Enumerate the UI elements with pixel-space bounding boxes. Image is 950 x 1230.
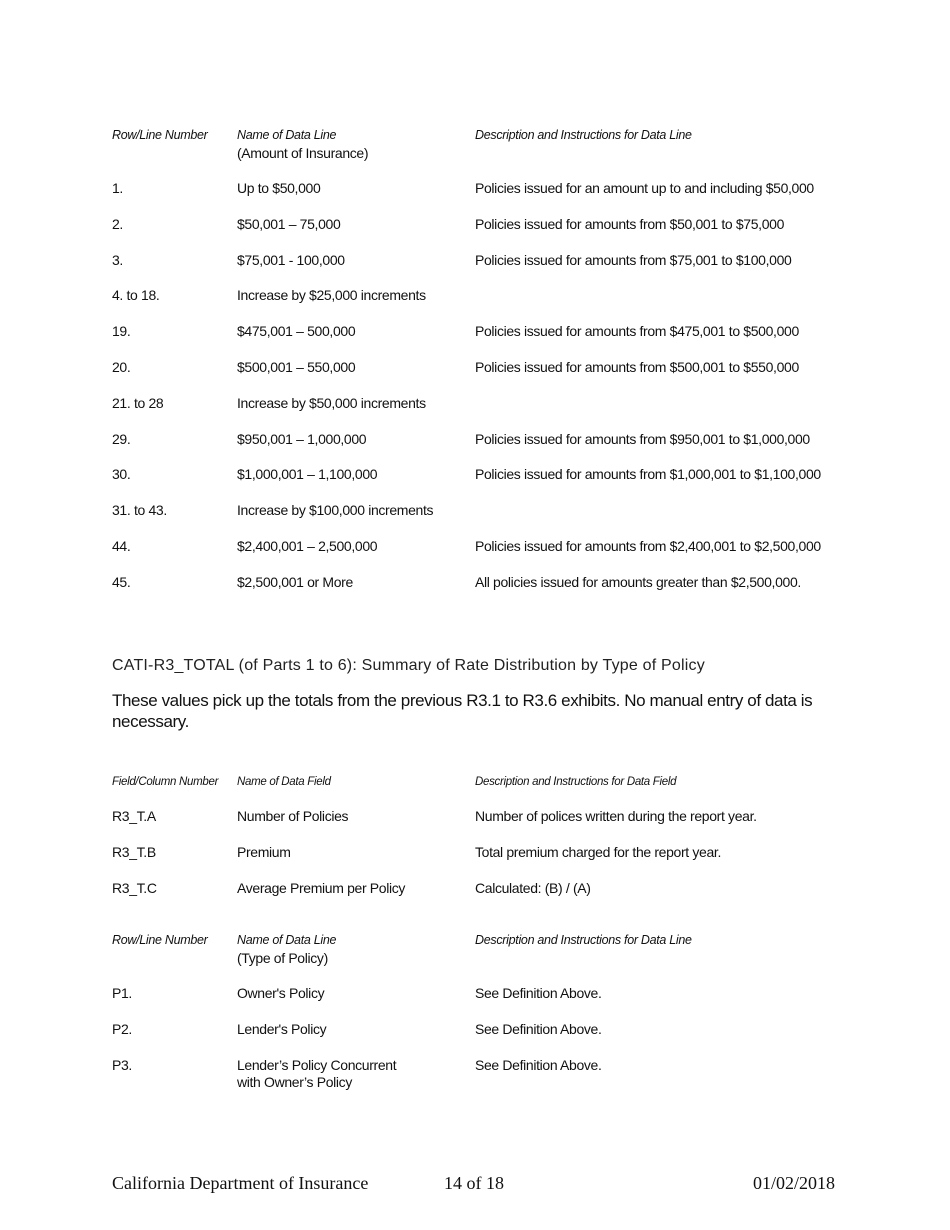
table3-header-name: Name of Data Line [237,933,337,947]
row-number: 30. [112,466,131,483]
table2-header-field-number: Field/Column Number [112,776,219,788]
row-number: 4. to 18. [112,287,160,304]
table2-header-description: Description and Instructions for Data Field [475,776,677,788]
row-name: Increase by $25,000 increments [237,287,426,304]
row-name: $2,400,001 – 2,500,000 [237,538,378,554]
field-number: R3_T.B [112,844,156,860]
row-number: P1. [112,985,132,1001]
row-description: All policies issued for amounts greater than $2,500,000. [475,573,801,590]
row-number: 20. [112,359,131,375]
field-description: Number of polices written during the report year. [475,808,757,824]
row-description: Policies issued for an amount up to and including $50,000 [475,180,814,196]
table1-header-row-number: Row/Line Number [112,128,208,142]
field-description: Calculated: (B) / (A) [475,880,591,896]
row-name: Increase by $50,000 increments [237,394,426,411]
row-description: Policies issued for amounts from $75,001 to $100,000 [475,251,792,268]
row-name: $2,500,001 or More [237,573,353,590]
row-name: Owner's Policy [237,985,325,1001]
row-number: 19. [112,323,131,340]
field-name: Average Premium per Policy [237,880,406,896]
field-name: Premium [237,844,291,860]
table1-header-name: Name of Data Line [237,128,337,142]
table1-header-name-sub: (Amount of Insurance) [237,145,369,161]
row-name: $500,001 – 550,000 [237,359,356,375]
row-number: 31. to 43. [112,502,167,519]
row-description: Policies issued for amounts from $1,000,001 to $1,100,000 [475,466,821,483]
row-number: 45. [112,573,131,590]
section-paragraph: These values pick up the totals from the previous R3.1 to R3.6 exhibits. No manual entry of data is necessary. [112,691,813,731]
section-title: CATI-R3_TOTAL (of Parts 1 to 6): Summary of Rate Distribution by Type of Policy [112,657,705,674]
row-description: Policies issued for amounts from $475,001 to $500,000 [475,323,799,340]
row-name: Lender’s Policy Concurrent [237,1057,397,1073]
row-name: $475,001 – 500,000 [237,323,356,340]
row-number: 21. to 28 [112,394,164,411]
table3-header-description: Description and Instructions for Data Line [475,933,692,947]
row-number: 1. [112,180,123,196]
table3-header-name-sub: (Type of Policy) [237,950,328,966]
footer-page-number: 14 of 18 [444,1173,504,1193]
row-name-line2: with Owner’s Policy [237,1074,352,1090]
row-description: See Definition Above. [475,1057,602,1073]
row-description: See Definition Above. [475,1021,602,1037]
field-name: Number of Policies [237,808,349,824]
table3-header-row-number: Row/Line Number [112,933,208,947]
row-number: P3. [112,1057,132,1073]
field-description: Total premium charged for the report year. [475,844,721,860]
row-description: Policies issued for amounts from $2,400,001 to $2,500,000 [475,538,821,554]
field-number: R3_T.A [112,808,156,824]
row-name: $75,001 - 100,000 [237,251,345,268]
footer-organization: California Department of Insurance [112,1173,369,1193]
footer-date: 01/02/2018 [753,1173,836,1193]
table1-header-description: Description and Instructions for Data Line [475,128,692,142]
row-number: P2. [112,1021,132,1037]
table2-header-name: Name of Data Field [237,776,331,788]
row-name: $950,001 – 1,000,000 [237,430,367,447]
row-description: See Definition Above. [475,985,602,1001]
row-number: 29. [112,430,131,447]
row-number: 44. [112,538,131,554]
row-number: 2. [112,215,123,232]
row-number: 3. [112,251,123,268]
row-description: Policies issued for amounts from $950,001 to $1,000,000 [475,430,810,447]
row-description: Policies issued for amounts from $500,001 to $550,000 [475,359,799,375]
row-name: Lender's Policy [237,1021,327,1037]
row-name: $1,000,001 – 1,100,000 [237,466,378,483]
field-number: R3_T.C [112,880,157,896]
row-description: Policies issued for amounts from $50,001 to $75,000 [475,215,785,232]
row-name: $50,001 – 75,000 [237,215,341,232]
row-name: Up to $50,000 [237,180,321,196]
row-name: Increase by $100,000 increments [237,502,434,519]
